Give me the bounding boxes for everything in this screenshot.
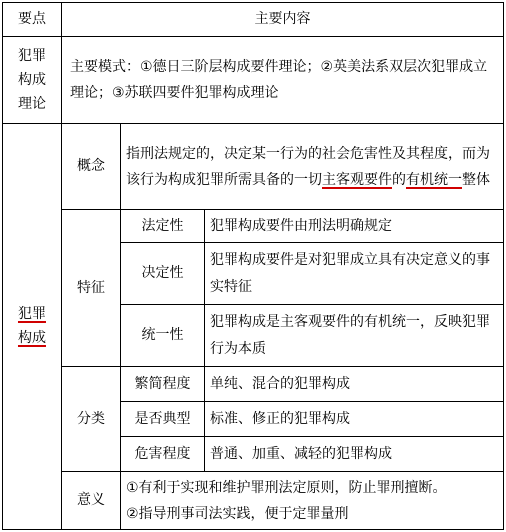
crime-label-text: 犯罪构成 [17,306,46,346]
feature-name-1: 法定性 [121,210,205,243]
header-keypoint: 要点 [3,3,62,37]
concept-text-before: 指刑法规定的，决定某一行为的社会危害性及其程度，而为该行为构成犯罪所需具备的一切 [126,145,490,188]
concept-text-mid: 的 [392,171,406,188]
class-name-2: 是否典型 [121,402,205,437]
concept-label: 概念 [62,124,121,210]
significance-line-2: ②指导刑事司法实践，便于定罪量刑 [126,505,349,522]
significance-text [121,472,504,530]
concept-text-highlight-2: 有机统一 [406,171,462,188]
theory-content: 主要模式：①德日三阶层构成要件理论；②英美法系双层次犯罪成立理论；③苏联四要件犯罪构成理论 [62,37,504,124]
concept-text [121,124,504,210]
significance-line-1: ①有利于实现和维护罪刑法定原则，防止罪刑擅断。 [126,479,447,496]
class-desc-3: 普通、加重、减轻的犯罪构成 [205,437,504,472]
class-desc-1: 单纯、混合的犯罪构成 [205,367,504,402]
class-desc-2: 标准、修正的犯罪构成 [205,402,504,437]
feature-desc-1: 犯罪构成要件由刑法明确规定 [205,210,504,243]
significance-label: 意义 [62,472,121,530]
concept-text-after: 整体 [462,171,490,188]
theory-label [3,37,62,124]
classification-label: 分类 [62,367,121,472]
class-name-1: 繁简程度 [121,367,205,402]
feature-desc-2: 犯罪构成要件是对犯罪成立具有决定意义的事实特征 [205,243,504,305]
crime-label [3,124,62,530]
features-label: 特征 [62,210,121,367]
content-table [2,2,504,530]
theory-label-text: 犯罪构成理论 [17,47,46,112]
header-content: 主要内容 [62,3,504,37]
concept-text-highlight-1: 主客观要件 [322,171,392,188]
feature-name-3: 统一性 [121,305,205,367]
feature-name-2: 决定性 [121,243,205,305]
class-name-3: 危害程度 [121,437,205,472]
feature-desc-3: 犯罪构成是主客观要件的有机统一，反映犯罪行为本质 [205,305,504,367]
